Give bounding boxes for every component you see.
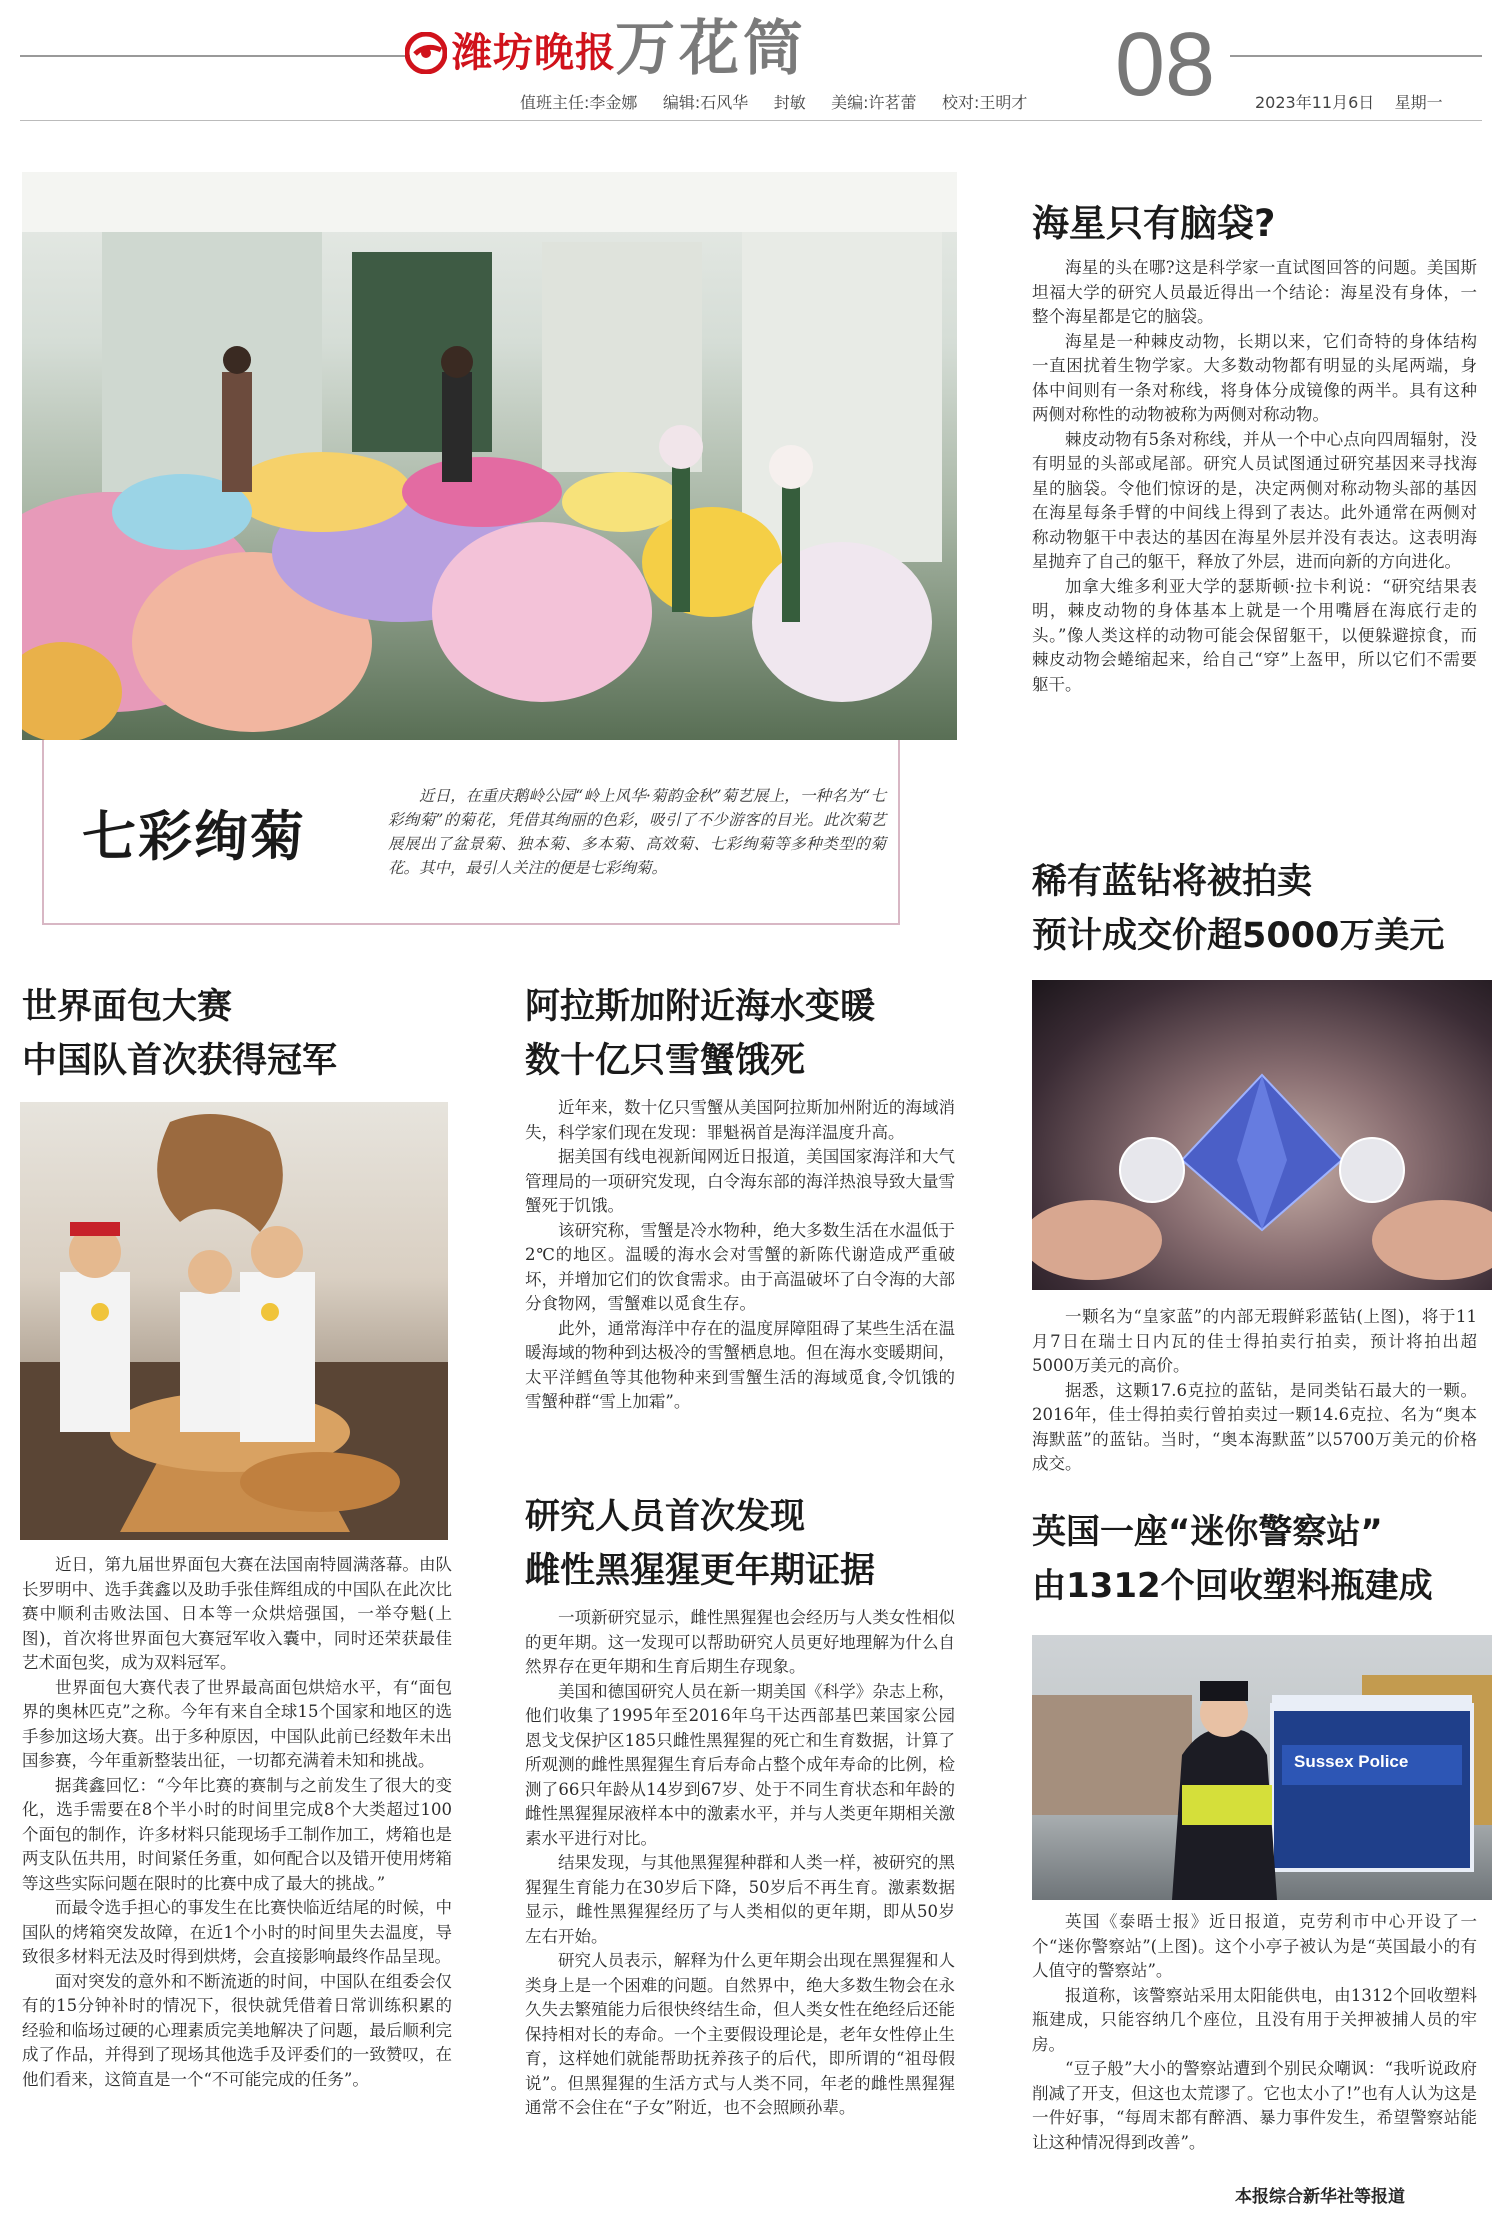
weekday: 星期一 (1394, 93, 1443, 112)
issue-date (1255, 92, 1443, 114)
starfish-paragraph-2: 海星是一种棘皮动物，长期以来，它们奇特的身体结构一直困扰着生物学家。大多数动物都有明显的头尾两端，身体中间则有一条对称线，将身体分成镜像的两半。具有这种两侧对称性的动物被称为两侧对称动物。 (1032, 331, 1477, 424)
diamond-body (1032, 1305, 1477, 1477)
bread-paragraph-2: 世界面包大赛代表了世界最高面包烘焙水平，有“面包界的奥林匹克”之称。今年有来自全球15个国家和地区的选手参加这场大赛。出于多种原因，中国队此前已经数年未出国参赛，今年重新整装出征，一切都充满着未知和挑战。 (22, 1677, 452, 1770)
diamond-headline-line2: 预计成交价超5000万美元 (1032, 916, 1445, 956)
chimp-paragraph-4: 研究人员表示，解释为什么更年期会出现在黑猩猩和人类身上是一个困难的问题。自然界中，绝大多数生物会在永久失去繁殖能力后很快终结生命，但人类女性在绝经后还能保持相对长的寿命。一个主要假设理论是，老年女性停止生育，这样她们就能帮助抚养孩子的后代，即所谓的“祖母假说”。但黑猩猩的生活方式与人类不同，年老的雌性黑猩猩通常不会住在“子女”附近，也不会照顾孙辈。 (525, 1951, 955, 2117)
chrysanthemum-photo (22, 172, 957, 740)
police-photo (1032, 1635, 1492, 1900)
chrysanthemum-caption: 近日，在重庆鹅岭公园“岭上风华·菊韵金秋”菊艺展上，一种名为“七彩绚菊”的菊花，凭借其绚丽的色彩，吸引了不少游客的目光。此次菊艺展展出了盆景菊、独本菊、多本菊、高效菊、七彩绚菊等多种类型的菊花。其中，最引人关注的便是七彩绚菊。 (388, 787, 886, 877)
bread-paragraph-3: 据龚鑫回忆：“今年比赛的赛制与之前发生了很大的变化，选手需要在8个半小时的时间里完成8个大类超过100个面包的制作，许多材料只能现场手工制作加工，烤箱也是两支队伍共用，时间紧任务重，如何配合以及错开使用烤箱等这些实际问题在限时的比赛中成了最大的挑战。” (22, 1775, 452, 1893)
credits-line (520, 92, 1027, 114)
page-number: 08 (1115, 15, 1216, 115)
chimp-paragraph-3: 结果发现，与其他黑猩猩种群和人类一样，被研究的黑猩猩生育能力在30岁后下降，50岁后不再生育。激素数据显示，雌性黑猩猩经历了与人类相似的更年期，即从50岁左右开始。 (525, 1853, 955, 1946)
source-credit: 本报综合新华社等报道 (1235, 2187, 1405, 2207)
chimp-paragraph-2: 美国和德国研究人员在新一期美国《科学》杂志上称，他们收集了1995年至2016年乌干达西部基巴莱国家公园恩戈戈保护区185只雌性黑猩猩的死亡和生育数据，计算了所观测的雌性黑猩猩生育后寿命占整个成年寿命的比例，检测了66只年龄从14岁到67岁、处于不同生育状态和年龄的雌性黑猩猩尿液样本中的激素水平，并与人类更年期相关激素水平进行对比。 (525, 1681, 955, 1848)
crab-paragraph-4: 此外，通常海洋中存在的温度屏障阻碍了某些生活在温暖海域的物种到达极冷的雪蟹栖息地。但在海水变暖期间，太平洋鳕鱼等其他物种来到雪蟹生活的海域觅食,令饥饿的雪蟹种群“雪上加霜”。 (525, 1318, 955, 1411)
section-title: 万花筒 (615, 14, 807, 84)
bread-headline-line2: 中国队首次获得冠军 (22, 1041, 338, 1081)
crab-headline-line2: 数十亿只雪蟹饿死 (525, 1041, 806, 1081)
diamond-paragraph-1: 一颗名为“皇家蓝”的内部无瑕鲜彩蓝钻(上图)，将于11月7日在瑞士日内瓦的佳士得拍卖行拍卖，预计将拍出超5000万美元的高价。 (1032, 1307, 1477, 1375)
bread-headline-line1: 世界面包大赛 (22, 987, 233, 1027)
masthead-left-rule (20, 55, 410, 57)
starfish-paragraph-1: 海星的头在哪?这是科学家一直试图回答的问题。美国斯坦福大学的研究人员最近得出一个结论：海星没有身体，一整个海星都是它的脑袋。 (1032, 258, 1477, 326)
chimp-headline-line2: 雌性黑猩猩更年期证据 (525, 1551, 876, 1591)
diamond-article (1032, 855, 1477, 963)
crab-paragraph-1: 近年来，数十亿只雪蟹从美国阿拉斯加州附近的海域消失，科学家们现在发现：罪魁祸首是海洋温度升高。 (525, 1098, 955, 1142)
bread-team-icon (20, 1102, 448, 1540)
chimp-article (525, 1490, 955, 2121)
bread-paragraph-5: 面对突发的意外和不断流逝的时间，中国队在组委会仅有的15分钟补时的情况下，很快就凭借着日常训练积累的经验和临场过硬的心理素质完美地解决了问题，最后顺利完成了作品，并得到了现场其他选手及评委们的一致赞叹，在他们看来，这简直是一个“不可能完成的任务”。 (22, 1971, 452, 2089)
crab-headline-line1: 阿拉斯加附近海水变暖 (525, 987, 876, 1027)
credit-art-editor: 美编:许茗蕾 (831, 93, 917, 112)
police-paragraph-2: 报道称，该警察站采用太阳能供电，由1312个回收塑料瓶建成，只能容纳几个座位，且没有用于关押被捕人员的牢房。 (1032, 1985, 1477, 2054)
diamond-photo (1032, 980, 1492, 1290)
bread-article (22, 980, 462, 1088)
bread-body (22, 1553, 452, 2092)
police-paragraph-3: “豆子般”大小的警察站遭到个别民众嘲讽：“我听说政府削减了开支，但这也太荒谬了。它也太小了!”也有人认为这是一件好事，“每周末都有醉酒、暴力事件发生，希望警察站能让这种情况得到改善”。 (1032, 2059, 1477, 2152)
chrysanthemum-title: 七彩绚菊 (82, 805, 306, 868)
flower-illustration-icon (22, 172, 957, 740)
bread-paragraph-1: 近日，第九届世界面包大赛在法国南特圆满落幕。由队长罗明中、选手龚鑫以及助手张佳辉组成的中国队在此次比赛中顺利击败法国、日本等一众烘焙强国，一举夺魁(上图)，首次将世界面包大赛冠军收入囊中，同时还荣获最佳艺术面包奖，成为双料冠军。 (22, 1555, 452, 1672)
starfish-paragraph-4: 加拿大维多利亚大学的瑟斯顿·拉卡利说：“研究结果表明，棘皮动物的身体基本上就是一个用嘴唇在海底行走的头。”像人类这样的动物可能会保留躯干，以便躲避掠食，而棘皮动物会蜷缩起来，给自己“穿”上盔甲，所以它们不需要躯干。 (1032, 576, 1477, 694)
police-headline-line1: 英国一座“迷你警察站” (1032, 1512, 1383, 1552)
credit-proofreader: 校对:王明才 (941, 93, 1028, 112)
diamond-headline-line1: 稀有蓝钻将被拍卖 (1032, 862, 1313, 902)
chimp-paragraph-1: 一项新研究显示，雌性黑猩猩也会经历与人类女性相似的更年期。这一发现可以帮助研究人员更好地理解为什么自然界存在更年期和生育后期生存现象。 (525, 1608, 955, 1676)
credit-editor: 编辑:石风华 (662, 93, 749, 112)
credit-duty-editor: 值班主任:李金娜 (520, 93, 638, 112)
masthead-bottom-rule (20, 120, 1482, 121)
paper-logo-icon (405, 32, 447, 74)
police-headline-line2: 由1312个回收塑料瓶建成 (1032, 1566, 1433, 1606)
starfish-headline: 海星只有脑袋? (1032, 202, 1276, 245)
crab-paragraph-3: 该研究称，雪蟹是冷水物种，绝大多数生活在水温低于2℃的地区。温暖的海水会对雪蟹的新陈代谢造成严重破坏，并增加它们的饮食需求。由于高温破坏了白令海的大部分食物网，雪蟹难以觅食生存。 (525, 1220, 955, 1313)
crab-article (525, 980, 955, 1415)
bread-paragraph-4: 而最令选手担心的事发生在比赛快临近结尾的时候，中国队的烤箱突发故障，在近1个小时的时间里失去温度，导致很多材料无法及时得到烘烤，会直接影响最终作品呈现。 (22, 1898, 452, 1966)
bread-photo (20, 1102, 448, 1540)
diamond-icon (1032, 980, 1492, 1290)
diamond-paragraph-2: 据悉，这颗17.6克拉的蓝钻，是同类钻石最大的一颗。2016年，佳士得拍卖行曾拍卖过一颗14.6克拉、名为“奥本海默蓝”的蓝钻。当时，“奥本海默蓝”以5700万美元的价格成交。 (1032, 1380, 1477, 1473)
starfish-paragraph-3: 棘皮动物有5条对称线，并从一个中心点向四周辐射，没有明显的头部或尾部。研究人员试图通过研究基因来寻找海星的脑袋。令他们惊讶的是，决定两侧对称动物头部的基因在海星每条手臂的中间线上得到了表达。此外通常在两侧对称动物躯干中表达的基因在海星外层并没有表达。这表明海星抛弃了自己的躯干，释放了外层，进而向新的方向进化。 (1032, 429, 1477, 571)
credit-editor-2: 封敏 (773, 93, 806, 112)
starfish-article (1032, 200, 1477, 697)
police-paragraph-1: 英国《泰晤士报》近日报道，克劳利市中心开设了一个“迷你警察站”(上图)。这个小亭子被认为是“英国最小的有人值守的警察站”。 (1032, 1912, 1477, 1980)
crab-paragraph-2: 据美国有线电视新闻网近日报道，美国国家海洋和大气管理局的一项研究发现，白令海东部的海洋热浪导致大量雪蟹死于饥饿。 (525, 1147, 955, 1215)
masthead (0, 0, 1500, 125)
date: 2023年11月6日 (1255, 93, 1375, 112)
paper-name: 潍坊晚报 (452, 30, 616, 76)
chimp-headline-line1: 研究人员首次发现 (525, 1497, 806, 1537)
police-article (1032, 1505, 1492, 1613)
masthead-right-rule (1230, 55, 1482, 57)
police-kiosk-icon (1032, 1635, 1492, 1900)
police-body (1032, 1910, 1477, 2155)
kiosk-sign-text: Sussex Police (1294, 1752, 1409, 1771)
